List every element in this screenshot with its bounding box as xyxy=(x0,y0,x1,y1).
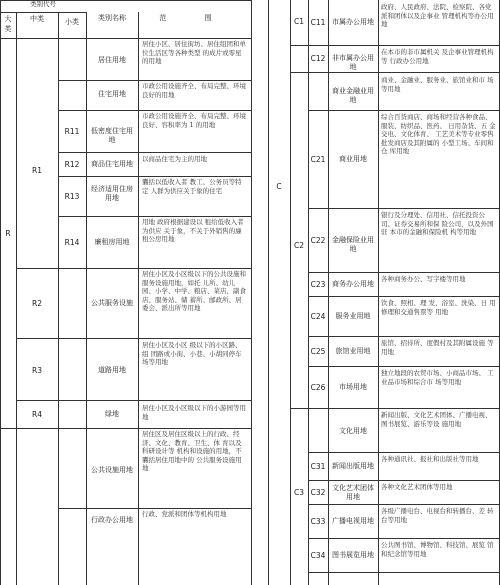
header-major: 大类 xyxy=(4,15,12,33)
header-category-code: 类别代号 xyxy=(30,0,56,8)
category-name: 文化艺术团体用地 xyxy=(332,484,374,501)
minor-code: C31 xyxy=(310,462,326,471)
minor-code: C22 xyxy=(310,236,326,245)
scope-text: 各级广播电台、电视台和转播台、差 转台等用地 xyxy=(381,507,494,524)
scope-text: 市政公用设施齐全、布局完整、环境 良好、容积率为 1 的用地 xyxy=(142,112,246,129)
scope-text: 各种文化艺术团体等用地 xyxy=(381,483,453,491)
scope-text: 政府、人民政府、法院、检察院、各党 派和团体以及企事业 管理机构等办公用地 xyxy=(381,3,494,28)
scope-text: 公共图书馆、博物馆、科技馆、展览 馆和纪念馆等用地 xyxy=(381,541,494,558)
minor-code: C33 xyxy=(310,517,326,526)
minor-code: R13 xyxy=(64,192,80,201)
scope-text: 用地 政府根据建设以 租给低收入者为供应 关于象，不关于外销售的廉租公房用地 xyxy=(142,218,244,243)
scope-text: 综合百货商店、商场和经营各种食品、 服装、纺织品、医药、 日用杂货、五 金交电、文化体育、 工艺美术等专业零售 批发商店及其附属的 小型工场、车间和仓 库用地 xyxy=(381,113,496,155)
minor-code: C34 xyxy=(310,551,326,560)
minor-code: R12 xyxy=(64,160,80,169)
category-name: 商品住宅用地 xyxy=(91,160,133,168)
category-name: 公共服务设施 xyxy=(91,299,133,307)
medium-code: R1 xyxy=(32,166,42,175)
category-name: 公共设施用地 xyxy=(91,466,133,474)
category-name: 低密度住宅用地 xyxy=(91,127,133,144)
category-name: 图书展览用地 xyxy=(332,551,374,559)
category-name: 道路用地 xyxy=(98,366,126,374)
header-medium: 中类 xyxy=(30,15,44,23)
category-name: 居住用地 xyxy=(98,56,126,64)
category-name: 市属办公用地 xyxy=(332,18,374,26)
category-name: 金融保险业用地 xyxy=(332,236,374,253)
category-name: 新闻出版用地 xyxy=(332,462,374,470)
medium-code: C3 xyxy=(293,488,304,497)
medium-code: C1 xyxy=(293,17,304,26)
minor-code: R14 xyxy=(64,238,80,247)
scope-text: 在本市的非市属机关 及企事业管理机构等 行政办公用地 xyxy=(381,48,494,65)
scope-text: 居住小区、居住街坊、居住组团和单 位生活区等各种类型 的成片或零星的用地 xyxy=(142,40,246,65)
minor-code: R11 xyxy=(64,127,80,136)
major-code-c: C xyxy=(276,182,282,191)
minor-code: C25 xyxy=(310,347,326,356)
category-name: 商务办公用地 xyxy=(332,280,374,288)
category-name: 廉租房用地 xyxy=(94,238,130,246)
minor-code: C12 xyxy=(310,54,326,63)
medium-code: R2 xyxy=(32,299,42,308)
medium-code: C2 xyxy=(293,241,304,250)
scope-text: 居住小区及小区级以下的公共设施和 服务设施用地，如托 儿所、幼儿园、小学、中学、粮店、菜店、副食店、服务站、储 蓄所、邮政所、居委会、派出所等用地 xyxy=(142,270,246,312)
scope-text: 居住区及居住区级以上的行政、经济、文化、教育、卫生、体 育以及科研设计等 机构和设施的用地，不囊括居住用地中的 公共服务设施用地 xyxy=(142,430,242,472)
scope-text: 独立地段的农贸市场、小商品市场、 工业品市场和综合市 场等用地 xyxy=(381,369,494,386)
category-name: 非市属办公用地 xyxy=(332,54,374,71)
category-name: 经济适用住房用地 xyxy=(91,185,133,202)
scope-text: 商业、金融业、服务业、旅馆业和市 场等用地 xyxy=(381,76,494,93)
scope-text: 旅馆、招待所、度假村及其附属设施 等用地 xyxy=(381,339,494,356)
scope-text: 囊括以低收入者 教工、公务员等特定 人群为供应关于象的住宅 xyxy=(142,178,242,195)
minor-code: C26 xyxy=(310,383,326,392)
category-name: 旅馆业用地 xyxy=(335,347,371,355)
category-name: 住宅用地 xyxy=(98,90,126,98)
scope-text: 以商品住宅为主的用地 xyxy=(142,155,207,163)
scope-text: 各种通讯社、报社和出版社等用地 xyxy=(381,455,479,463)
category-name: 市场用地 xyxy=(339,383,367,391)
header-minor: 小类 xyxy=(65,18,79,26)
category-name: 绿地 xyxy=(105,410,119,418)
minor-code: C24 xyxy=(310,312,326,321)
scope-text: 饮食、照相、理 发、浴室、洗染、日 用修理和交通售票等 用地 xyxy=(381,299,496,316)
minor-code: C11 xyxy=(310,18,326,27)
category-name: 服务业用地 xyxy=(335,312,371,320)
category-name: 商业用地 xyxy=(339,155,367,163)
scope-text: 行政、党派和团体等机构用地 xyxy=(142,510,227,518)
header-name: 类别名称 xyxy=(98,14,126,22)
category-name: 广播电视用地 xyxy=(332,517,374,525)
scope-text: 各种商务办公、写字楼等用地 xyxy=(381,275,466,283)
scope-text: 银行及分理处、信用社、信托投资公 司、证券交易所和保 险公司，以及外国驻 本市的金融和保险机 构等用地 xyxy=(381,211,494,236)
scope-text: 居住小区及小区 级以下的小区路、组 团路或小街、小巷、小胡同停车场等用地 xyxy=(142,341,242,366)
header-scope: 范 围 xyxy=(159,14,230,22)
category-name: 文化用地 xyxy=(339,427,367,435)
medium-code: R3 xyxy=(32,366,42,375)
minor-code: C32 xyxy=(310,488,326,497)
scope-text: 居住小区及小区级以下的小游园等用 地 xyxy=(142,404,246,421)
scope-text: 新闻出版、文化艺术团体、广播电视、 图书展览、游乐等设 施用地 xyxy=(381,411,492,428)
major-code-r: R xyxy=(5,229,11,238)
category-name: 行政办公用地 xyxy=(91,516,133,524)
minor-code: C21 xyxy=(310,155,326,164)
category-name: 商业金融业用地 xyxy=(332,87,374,104)
scope-text: 市政公用设施齐全、布局完整、环境 良好的用地 xyxy=(142,82,246,99)
page-gutter xyxy=(252,0,268,585)
medium-code: R4 xyxy=(32,410,42,419)
minor-code: C23 xyxy=(310,280,326,289)
